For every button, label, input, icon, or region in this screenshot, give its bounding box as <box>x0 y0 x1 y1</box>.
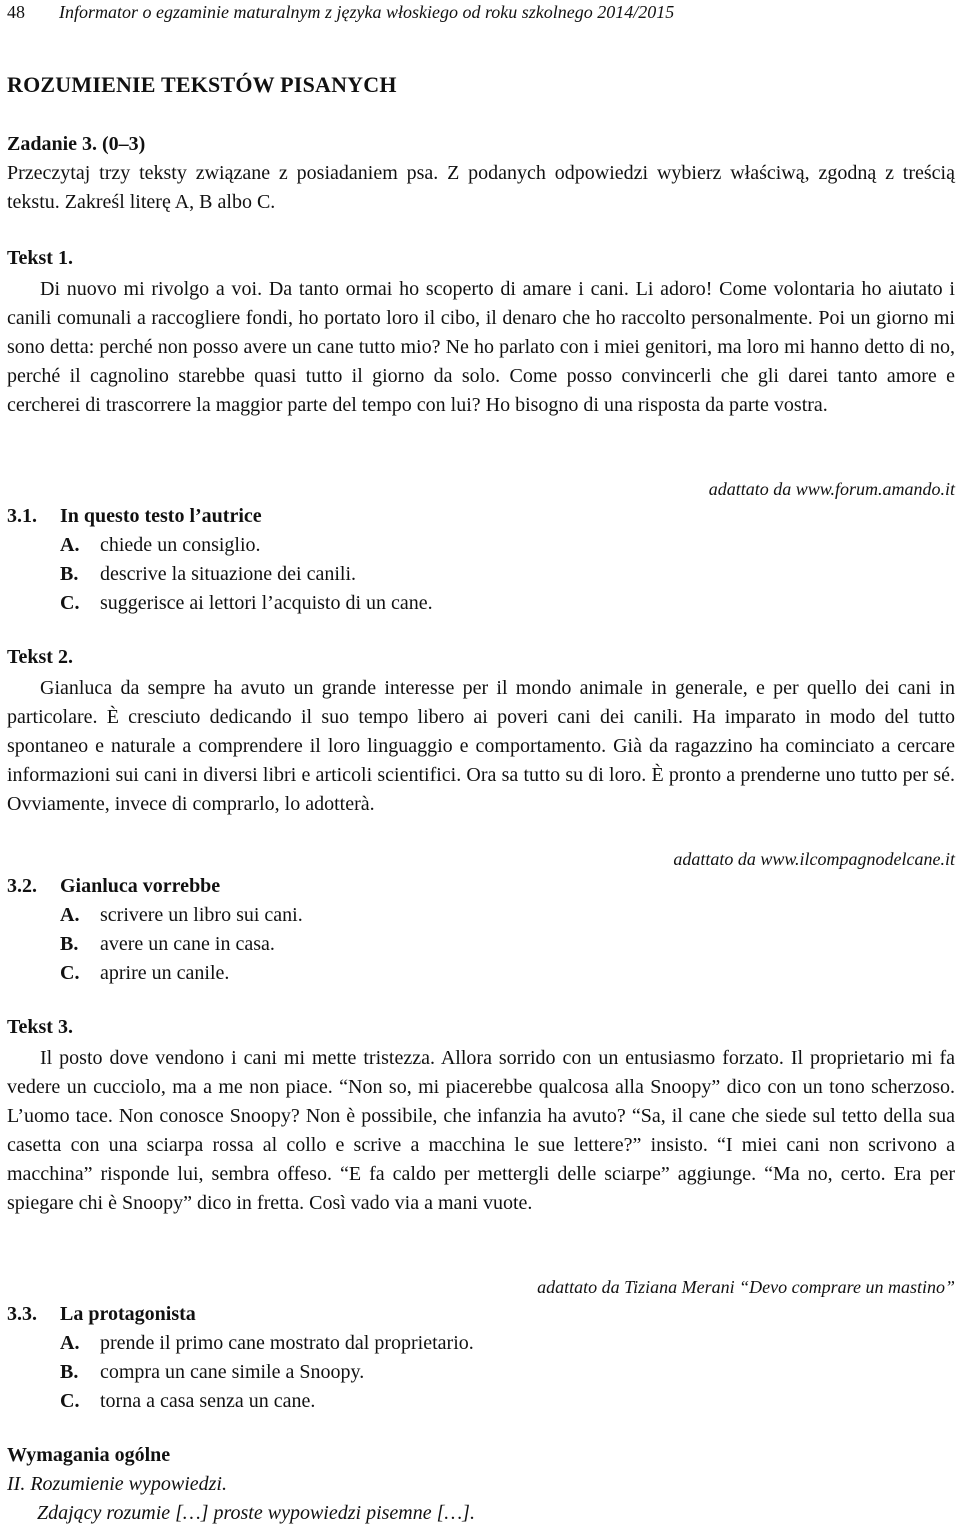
requirements-general: II. Rozumienie wypowiedzi. <box>7 1473 227 1495</box>
option-text: torna a casa senza un cane. <box>100 1390 316 1412</box>
option-3-3-c[interactable] <box>60 1387 315 1416</box>
option-3-2-b[interactable] <box>60 930 275 959</box>
header-title: Informator o egzaminie maturalnym z języka włoskiego od roku szkolnego 2014/2015 <box>59 2 675 22</box>
question-number: 3.3. <box>7 1303 37 1325</box>
text-3-source: adattato da Tiziana Merani “Devo comprare un mastino” <box>537 1277 955 1297</box>
text-3-title: Tekst 3. <box>7 1016 73 1038</box>
question-stem: Gianluca vorrebbe <box>60 875 221 897</box>
requirements-title: Wymagania ogólne <box>7 1444 171 1466</box>
question-stem: In questo testo l’autrice <box>60 505 262 527</box>
text-2-source: adattato da www.ilcompagnodelcane.it <box>673 849 955 869</box>
option-3-2-a[interactable] <box>60 901 303 930</box>
option-3-1-a[interactable] <box>60 531 261 560</box>
text-1-source: adattato da www.forum.amando.it <box>708 479 955 499</box>
option-3-3-b[interactable] <box>60 1358 364 1387</box>
text-2-body <box>7 674 955 819</box>
option-text: compra un cane simile a Snoopy. <box>100 1361 365 1383</box>
option-letter: B. <box>60 563 79 585</box>
option-letter: A. <box>60 1332 80 1354</box>
text-2-title: Tekst 2. <box>7 646 73 668</box>
text-3-body <box>7 1044 955 1218</box>
option-3-1-b[interactable] <box>60 560 356 589</box>
option-text: aprire un canile. <box>100 962 230 984</box>
question-number: 3.2. <box>7 875 37 897</box>
section-title: ROZUMIENIE TEKSTÓW PISANYCH <box>7 72 397 97</box>
text-1-title: Tekst 1. <box>7 247 73 269</box>
text-1-body-content: Di nuovo mi rivolgo a voi. Da tanto ormai ho scoperto di amare i cani. Li adoro! Come volontaria ho aiutato i canili comunali a raccogliere fondi, ho portato loro il cibo, il denaro che ho raccolto personalmente. Poi un giorno mi sono detta: perché non posso avere un cane tutto mio? Ne ho parlato con i miei genitori, ma loro mi hanno detto di no, perché il cagnolino starebbe quasi tutto il giorno da solo. Come posso convincerli che gli darei tanto amore e cercherei di trascorrere la maggior parte del tempo con lui? Ho bisogno di una risposta da parte vostra. <box>7 278 955 416</box>
option-letter: C. <box>60 962 80 984</box>
question-stem: La protagonista <box>60 1303 196 1325</box>
option-text: avere un cane in casa. <box>100 933 275 955</box>
option-letter: C. <box>60 592 80 614</box>
option-text: scrivere un libro sui cani. <box>100 904 303 926</box>
option-letter: A. <box>60 534 80 556</box>
option-letter: A. <box>60 904 80 926</box>
text-2-body-content: Gianluca da sempre ha avuto un grande interesse per il mondo animale in generale, e per quello dei cani in particolare. È cresciuto dedicando il suo tempo libero ai poveri cani dei canili. Ha imparato in modo del tutto spontaneo e naturale a comprendere il loro linguaggio e comportamento. Già da ragazzino ha cominciato a cercare informazioni sui cani in diversi libri e articoli scientifici. Ora sa tutto su di loro. È pronto a prenderne uno tutto per sé. Ovviamente, invece di comprarlo, lo adotterà. <box>7 677 955 815</box>
option-text: descrive la situazione dei canili. <box>100 563 357 585</box>
requirements-specific: Zdający rozumie […] proste wypowiedzi pisemne […]. <box>37 1502 475 1524</box>
option-3-2-c[interactable] <box>60 959 229 988</box>
option-letter: B. <box>60 1361 79 1383</box>
option-text: chiede un consiglio. <box>100 534 261 556</box>
option-text: suggerisce ai lettori l’acquisto di un cane. <box>100 592 433 614</box>
question-number: 3.1. <box>7 505 37 527</box>
option-letter: B. <box>60 933 79 955</box>
task-title: Zadanie 3. (0–3) <box>7 133 146 155</box>
option-3-3-a[interactable] <box>60 1329 474 1358</box>
option-letter: C. <box>60 1390 80 1412</box>
text-3-body-content: Il posto dove vendono i cani mi mette tristezza. Allora sorrido con un entusiasmo forzato. Il proprietario mi fa vedere un cucciolo, ma a me non piace. “Non so, mi piacerebbe qualcosa alla Snoopy” dico con un tono scherzoso. L’uomo tace. Non conosce Snoopy? Non è possibile, che infanzia ha avuto? “Sa, il cane che siede sul tetto della sua casetta con una sciarpa rossa al collo e scrive a macchina le sue lettere?” insisto. “I miei cani non scrivono a macchina” risponde lui, sembra offeso. “E fa caldo per mettergli delle sciarpe” aggiunge. “Ma no, certo. Era per spiegare chi è Snoopy” dico in fretta. Così vado via a mani vuote. <box>7 1047 955 1214</box>
option-3-1-c[interactable] <box>60 589 433 618</box>
option-text: prende il primo cane mostrato dal proprietario. <box>100 1332 474 1354</box>
page-number: 48 <box>7 2 25 22</box>
text-1-body <box>7 275 955 420</box>
task-instruction: Przeczytaj trzy teksty związane z posiadaniem psa. Z podanych odpowiedzi wybierz właściwą, zgodną z treścią tekstu. Zakreśl literę A, B albo C. <box>7 162 955 213</box>
